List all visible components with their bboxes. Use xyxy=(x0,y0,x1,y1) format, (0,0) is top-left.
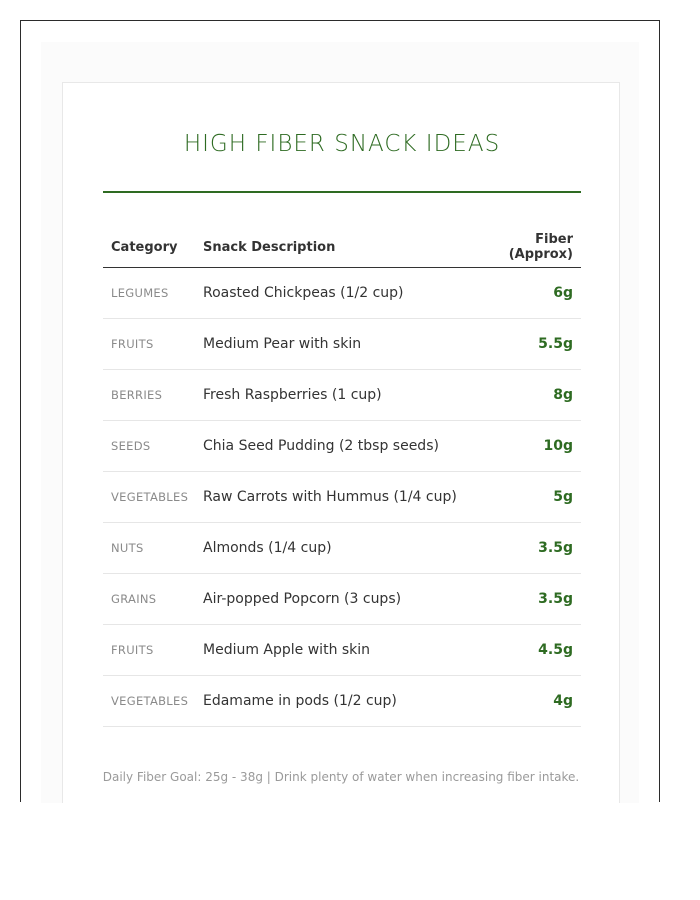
row-category: VEGETABLES xyxy=(103,676,203,727)
snack-table xyxy=(103,227,581,727)
row-description: Edamame in pods (1/2 cup) xyxy=(203,676,473,727)
fiber-goal-note: Daily Fiber Goal: 25g - 38g | Drink plenty of water when increasing fiber intake. xyxy=(102,770,580,784)
row-category: NUTS xyxy=(103,523,203,574)
row-fiber: 3.5g xyxy=(473,523,581,574)
row-description: Air-popped Popcorn (3 cups) xyxy=(203,574,473,625)
table-row xyxy=(103,574,581,625)
title-divider xyxy=(103,191,581,193)
row-category: LEGUMES xyxy=(103,268,203,319)
page-title: HIGH FIBER SNACK IDEAS xyxy=(183,131,501,157)
row-category: SEEDS xyxy=(103,421,203,472)
table-row xyxy=(103,370,581,421)
table-row xyxy=(103,472,581,523)
header-fiber: Fiber (Approx) xyxy=(473,227,581,268)
row-category: FRUITS xyxy=(103,625,203,676)
header-category: Category xyxy=(103,227,203,268)
table-row xyxy=(103,319,581,370)
row-fiber: 6g xyxy=(473,268,581,319)
row-category: GRAINS xyxy=(103,574,203,625)
table-row xyxy=(103,268,581,319)
row-description: Medium Apple with skin xyxy=(203,625,473,676)
row-category: VEGETABLES xyxy=(103,472,203,523)
row-description: Raw Carrots with Hummus (1/4 cup) xyxy=(203,472,473,523)
table-row xyxy=(103,625,581,676)
snack-card xyxy=(62,82,620,803)
table-row xyxy=(103,421,581,472)
table-row xyxy=(103,523,581,574)
row-category: FRUITS xyxy=(103,319,203,370)
row-fiber: 8g xyxy=(473,370,581,421)
row-fiber: 10g xyxy=(473,421,581,472)
row-fiber: 5.5g xyxy=(473,319,581,370)
row-description: Roasted Chickpeas (1/2 cup) xyxy=(203,268,473,319)
row-fiber: 4g xyxy=(473,676,581,727)
row-fiber: 3.5g xyxy=(473,574,581,625)
row-fiber: 5g xyxy=(473,472,581,523)
row-fiber: 4.5g xyxy=(473,625,581,676)
page-frame xyxy=(20,20,660,802)
row-category: BERRIES xyxy=(103,370,203,421)
header-description: Snack Description xyxy=(203,227,473,268)
row-description: Chia Seed Pudding (2 tbsp seeds) xyxy=(203,421,473,472)
row-description: Almonds (1/4 cup) xyxy=(203,523,473,574)
table-header-row xyxy=(103,227,581,268)
row-description: Fresh Raspberries (1 cup) xyxy=(203,370,473,421)
table-row xyxy=(103,676,581,727)
row-description: Medium Pear with skin xyxy=(203,319,473,370)
